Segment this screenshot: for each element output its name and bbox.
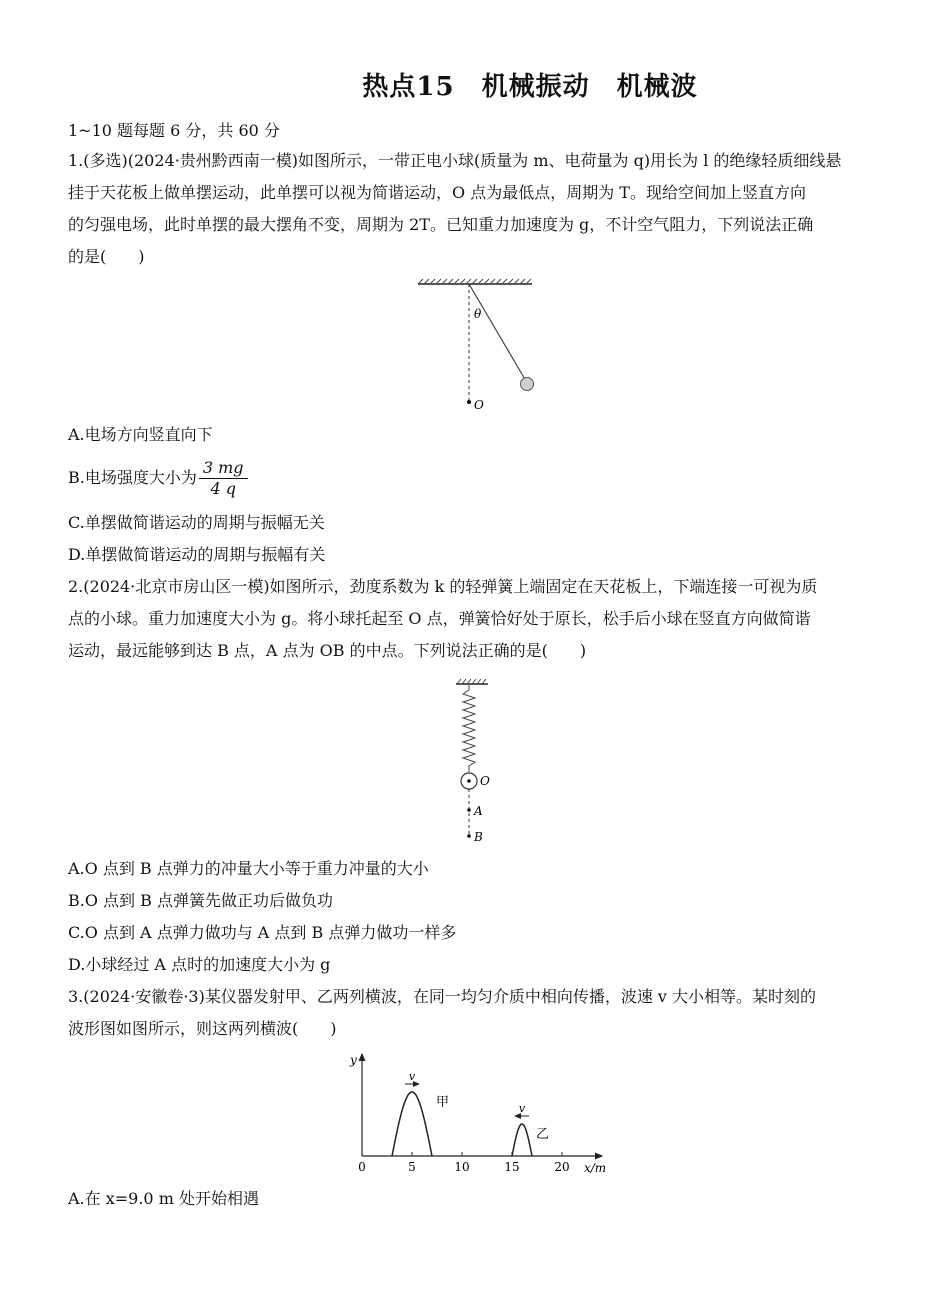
y-axis-label: y [350,1053,357,1067]
spring-point-o-label: O [480,774,490,788]
q1-text-line4: 的是( ) [68,247,145,266]
field-strength-fraction [199,458,248,499]
q1-option-c: C.单摆做简谐运动的周期与振幅无关 [68,513,325,532]
x-tick-label: 5 [408,1160,416,1174]
x-tick-label: 15 [504,1160,520,1174]
spring-figure [440,676,520,848]
q1-option-b-prefix: B.电场强度大小为 [68,468,197,487]
q2-option-b: B.O 点到 B 点弹簧先做正功后做负功 [68,891,333,910]
point-o-dot [467,400,471,404]
theta-label: θ [474,307,482,321]
q1-text-line3: 的匀强电场，此时单摆的最大摆角不变，周期为 2T。已知重力加速度为 g，不计空气阻力，下列说法正确 [68,215,814,234]
x-tick-label: 0 [358,1160,366,1174]
q3-text-line2: 波形图如图所示，则这两列横波( ) [68,1019,337,1038]
x-tick-label: 20 [554,1160,570,1174]
q2-text-line1: 2.(2024·北京市房山区一模)如图所示，劲度系数为 k 的轻弹簧上端固定在天花板上，下端连接一可视为质 [68,577,818,596]
wave-yi-curve [512,1124,532,1156]
q2-option-d: D.小球经过 A 点时的加速度大小为 g [68,955,331,974]
fraction-denominator: 4 q [210,479,236,498]
wave-chart [340,1048,620,1178]
spring-coil [463,684,475,772]
x-tick-label: 10 [454,1160,470,1174]
q3-text-line1: 3.(2024·安徽卷·3)某仪器发射甲、乙两列横波，在同一均匀介质中相向传播，波速 v 大小相等。某时刻的 [68,987,817,1006]
q2-option-c: C.O 点到 A 点弹力做功与 A 点到 B 点弹力做功一样多 [68,923,457,942]
q1-option-a: A.电场方向竖直向下 [68,425,213,444]
wave-yi-name-label: 乙 [536,1127,550,1142]
q3-option-a: A.在 x=9.0 m 处开始相遇 [68,1189,259,1208]
q1-text-line1: 1.(多选)(2024·贵州黔西南一模)如图所示，一带正电小球(质量为 m、电荷量为 q)用长为 l 的绝缘轻质细线悬 [68,151,842,170]
x-tick-group [358,1152,569,1174]
pendulum-string [469,284,526,381]
spring-point-a-label: A [474,804,483,818]
page-title: 热点15 机械振动 机械波 [362,72,698,102]
wave-group [392,1070,549,1156]
q2-option-a: A.O 点到 B 点弹力的冲量大小等于重力冲量的大小 [68,859,429,878]
q2-text-line2: 点的小球。重力加速度大小为 g。将小球托起至 O 点，弹簧恰好处于原长，松手后小球在竖直方向做简谐 [68,609,811,628]
q1-option-d: D.单摆做简谐运动的周期与振幅有关 [68,545,326,564]
pendulum-figure [410,276,550,416]
q1-option-b [68,458,888,499]
wave-jia-velocity-label: v [408,1070,416,1083]
point-b-dot [467,834,471,838]
x-axis-label: x/m [584,1161,607,1175]
q2-text-line3: 运动，最远能够到达 B 点，A 点为 OB 的中点。下列说法正确的是( ) [68,641,587,660]
wave-jia-curve [392,1092,432,1156]
wave-yi-velocity-label: v [518,1102,526,1115]
fraction-numerator: 3 mg [199,458,248,479]
scoring-note: 1~10 题每题 6 分，共 60 分 [68,121,280,140]
point-o-label: O [474,398,484,412]
wave-jia-name-label: 甲 [436,1095,450,1110]
ball-center-dot [467,779,471,783]
pendulum-ball [521,378,534,391]
point-a-dot [467,808,471,812]
spring-point-b-label: B [474,830,483,844]
q1-text-line2: 挂于天花板上做单摆运动，此单摆可以视为简谐运动，O 点为最低点，周期为 T。现给空间加上竖直方向 [68,183,806,202]
